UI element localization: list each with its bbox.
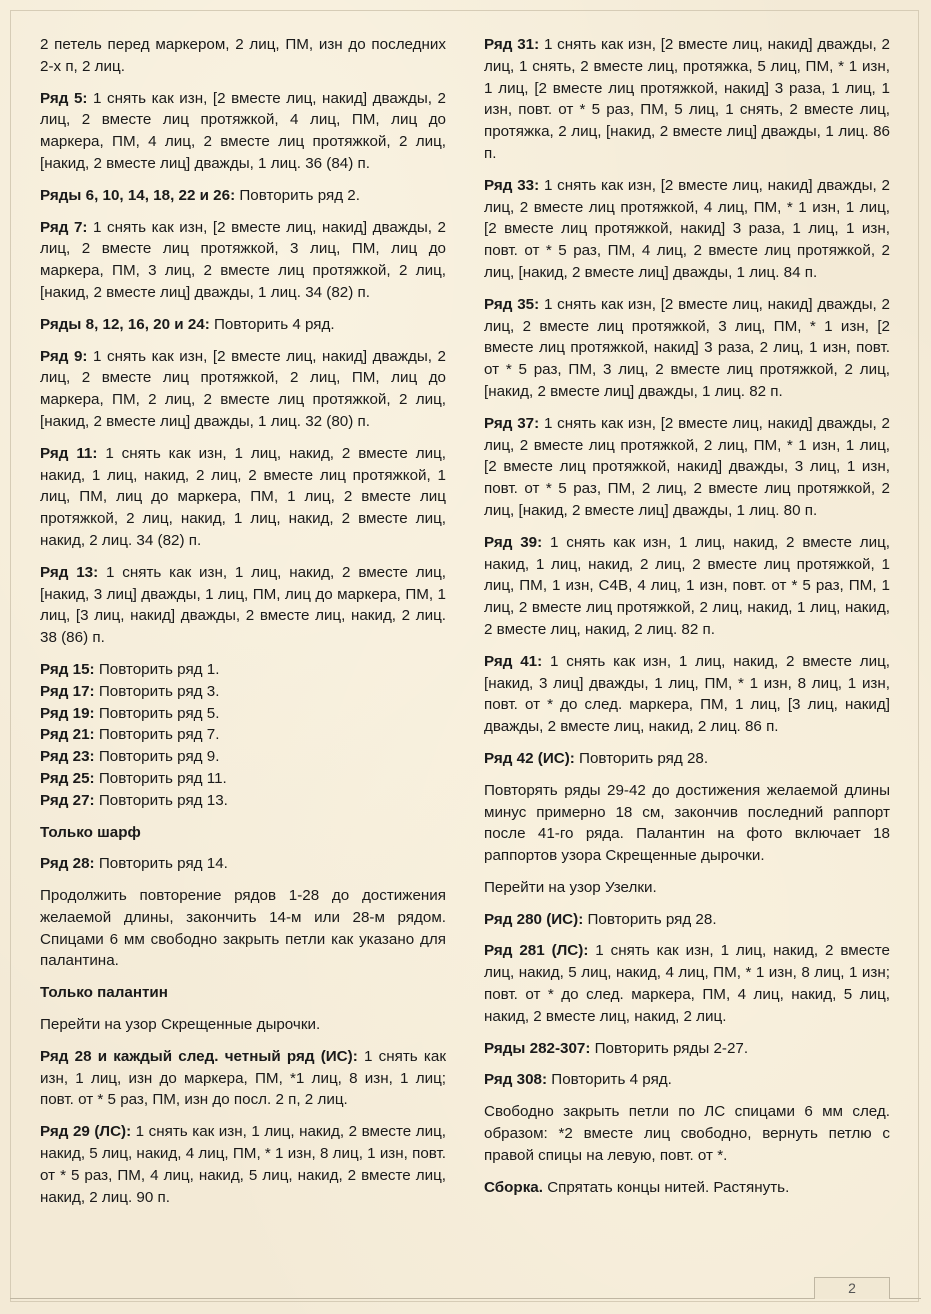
row-text: 1 снять как изн, [2 вместе лиц, накид] дважды, 2 лиц, 2 вместе лиц протяжкой, 2 лиц, ПМ, * 1 изн, 1 лиц, [2 вместе лиц протяжкой, накид] дважды, 3 лиц, 1 изн, повт. от * 5 раз, ПМ, 2 лиц, 2 вместе лиц протяжкой, 2 лиц, [накид, 2 вместе лиц] дважды, 1 лиц. 80 п. xyxy=(484,414,891,519)
row-25 xyxy=(40,768,446,790)
row-text: 1 снять как изн, 1 лиц, накид, 2 вместе лиц, накид, 5 лиц, накид, 4 лиц, ПМ, * 1 изн, 8 лиц, 1 изн, повт. от * 5 раз, ПМ, 4 лиц, накид, 5 лиц, накид, 2 вместе лиц, накид, 2 лиц. 90 п. xyxy=(40,1123,447,1206)
row-label: Ряд 41: xyxy=(484,652,543,670)
row-41 xyxy=(484,651,890,738)
footer-divider xyxy=(10,1298,921,1299)
row-text: 1 снять как изн, [2 вместе лиц, накид] дважды, 2 лиц, 2 вместе лиц протяжкой, 4 лиц, ПМ, * 1 изн, 1 лиц, [2 вместе лиц протяжкой, накид] 3 раза, 1 лиц, 1 изн, повт. от * 5 раз, ПМ, 4 лиц, 2 вместе лиц протяжкой, 2 лиц, [накид, 2 вместе лиц] дважды, 1 лиц. 84 п. xyxy=(484,176,891,281)
row-text: Повторить ряд 9. xyxy=(94,748,220,766)
row-5 xyxy=(40,88,446,175)
row-text: Повторить ряд 3. xyxy=(94,682,220,700)
row-21 xyxy=(40,724,446,746)
row-281 xyxy=(484,940,890,1027)
row-280 xyxy=(484,909,890,931)
row-label: Ряд 33: xyxy=(484,176,540,194)
assembly xyxy=(484,1177,890,1199)
paragraph: Перейти на узор Узелки. xyxy=(484,878,657,896)
row-7 xyxy=(40,217,446,304)
row-label: Ряд 11: xyxy=(40,444,98,462)
row-text: 1 снять как изн, [2 вместе лиц, накид] дважды, 2 лиц, 2 вместе лиц протяжкой, 3 лиц, ПМ, * 1 изн, [2 вместе лиц протяжкой, накид] 3 раза, 2 лиц, 1 изн, повт. от * 5 раз, ПМ, 3 лиц, 2 вместе лиц протяжкой, 2 лиц, [накид, 2 вместе лиц] дважды, 1 лиц. 82 п. xyxy=(484,295,891,400)
row-label: Ряд 19: xyxy=(40,704,95,722)
paragraph: 2 петель перед маркером, 2 лиц, ПМ, изн до последних 2-х п, 2 лиц. xyxy=(40,36,446,75)
row-31 xyxy=(484,34,890,165)
paragraph: Повторять ряды 29-42 до достижения желаемой длины минус примерно 18 см, закончив последний раппорт после 41-го ряда. Палантин на фото включает 18 раппортов узора Скрещенные дырочки. xyxy=(484,781,890,865)
row-text: 1 снять как изн, 1 лиц, накид, 2 вместе лиц, [накид, 3 лиц] дважды, 1 лиц, ПМ, лиц до маркера, ПМ, 1 лиц, [3 лиц, накид] дважды, 2 вместе лиц, накид, 2 лиц. 38 (86) п. xyxy=(40,563,446,647)
row-text: Повторить ряд 2. xyxy=(235,186,360,204)
row-text: 1 снять как изн, [2 вместе лиц, накид] дважды, 2 лиц, 2 вместе лиц протяжкой, 2 лиц, ПМ, лиц до маркера, ПМ, 2 лиц, 2 вместе лиц протяжкой, 2 лиц, [накид, 2 вместе лиц] дважды, 1 лиц. 32 (80) п. xyxy=(40,347,446,430)
row-label: Ряд 13: xyxy=(40,563,99,581)
section-heading-stole: Только палантин xyxy=(40,984,168,1002)
paragraph: Свободно закрыть петли по ЛС спицами 6 мм след. образом: *2 вместе лиц свободно, вернуть петлю с правой спицы на левую, повт. от *. xyxy=(484,1103,890,1164)
row-label: Ряд 280 (ИС): xyxy=(484,910,584,928)
row-text: Повторить ряд 5. xyxy=(94,704,220,722)
row-text: Повторить ряд 28. xyxy=(574,749,709,767)
row-label: Ряд 31: xyxy=(484,36,540,53)
row-text: Повторить ряд 11. xyxy=(94,769,227,787)
row-text: 1 снять как изн, 1 лиц, накид, 2 вместе лиц, накид, 5 лиц, накид, 4 лиц, ПМ, * 1 изн, 8 лиц, 1 изн; повт. от * до след. маркера, ПМ, 4 лиц, накид, 5 лиц, накид, 2 вместе лиц, накид, 2 лиц. xyxy=(484,942,890,1025)
rows-8-24 xyxy=(40,314,446,336)
paragraph: Продолжить повторение рядов 1-28 до достижения желаемой длины, закончить 14-м или 28-м рядом. Спицами 6 мм свободно закрыть петли как указано для палантина. xyxy=(40,887,446,970)
row-19 xyxy=(40,703,446,725)
row-label: Ряд 17: xyxy=(40,682,95,700)
row-13 xyxy=(40,562,446,649)
row-text: 1 снять как изн, 1 лиц, накид, 2 вместе лиц, [накид, 3 лиц] дважды, 1 лиц, ПМ, * 1 изн, 8 лиц, 1 изн, повт. от * до след. маркера, ПМ, 1 лиц, [3 лиц, накид] дважды, 2 вместе лиц, накид, 2 лиц. 86 п. xyxy=(484,652,890,736)
row-label: Ряд 21: xyxy=(40,726,95,744)
row-308 xyxy=(484,1069,890,1091)
section-heading-scarf: Только шарф xyxy=(40,823,141,841)
row-label: Ряд 9: xyxy=(40,347,88,365)
row-9 xyxy=(40,346,446,433)
row-label: Ряд 27: xyxy=(40,791,95,809)
row-15 xyxy=(40,659,446,681)
rows-282-307 xyxy=(484,1038,890,1060)
page-number-tab xyxy=(814,1277,890,1299)
row-text: Повторить ряд 28. xyxy=(583,910,717,928)
row-label: Ряд 15: xyxy=(40,660,95,678)
row-17 xyxy=(40,681,446,703)
row-11 xyxy=(40,443,446,552)
row-23 xyxy=(40,746,446,768)
row-text: Повторить 4 ряд. xyxy=(547,1071,672,1089)
row-text: Повторить ряд 7. xyxy=(94,726,220,744)
row-text: 1 снять как изн, 1 лиц, накид, 2 вместе лиц, накид, 1 лиц, накид, 2 лиц, 2 вместе лиц протяжкой, 1 лиц, ПМ, 1 изн, С4В, 4 лиц, 1 изн, повт. от * 5 раз, ПМ, 1 лиц, 2 вместе лиц протяжкой, 2 лиц, накид, 1 лиц, накид, 2 вместе лиц, накид, 2 лиц. 82 п. xyxy=(484,533,890,638)
row-text: Повторить ряд 1. xyxy=(94,660,220,678)
row-label: Ряд 35: xyxy=(484,295,540,313)
row-label: Ряд 42 (ИС): xyxy=(484,749,575,767)
row-39 xyxy=(484,532,890,641)
row-label: Сборка. xyxy=(484,1178,543,1196)
row-42 xyxy=(484,748,890,770)
row-label: Ряд 39: xyxy=(484,533,543,551)
row-text: Повторить ряд 14. xyxy=(94,855,228,873)
row-text: Повторить 4 ряд. xyxy=(209,315,335,333)
left-column xyxy=(40,34,446,1218)
row-label: Ряд 281 (ЛС): xyxy=(484,942,589,960)
row-label: Ряд 7: xyxy=(40,218,88,236)
row-text: Спрятать концы нитей. Растянуть. xyxy=(542,1178,790,1196)
row-text: Повторить ряд 13. xyxy=(94,791,228,809)
row-28-even xyxy=(40,1046,446,1111)
row-27 xyxy=(40,790,446,812)
rows-6-26 xyxy=(40,185,446,207)
page-number: 2 xyxy=(848,1280,856,1296)
row-text: 1 снять как изн, 1 лиц, изн до маркера, ПМ, *1 лиц, 8 изн, 1 лиц; повт. от * 5 раз, ПМ, изн до посл. 2 п, 2 лиц. xyxy=(40,1047,447,1109)
row-text: 1 снять как изн, [2 вместе лиц, накид] дважды, 2 лиц, 2 вместе лиц протяжкой, 3 лиц, ПМ, лиц до маркера, ПМ, 3 лиц, 2 вместе лиц протяжкой, 2 лиц, [накид, 2 вместе лиц] дважды, 1 лиц. 34 (82) п. xyxy=(40,218,446,301)
paragraph: Перейти на узор Скрещенные дырочки. xyxy=(40,1016,321,1034)
row-label: Ряды 6, 10, 14, 18, 22 и 26: xyxy=(40,186,236,204)
row-text: 1 снять как изн, [2 вместе лиц, накид] дважды, 2 лиц, 1 снять, 2 вместе лиц, протяжка, 5 лиц, ПМ, * 1 изн, 1 лиц, [2 вместе лиц протяжкой, накид] 3 раза, 1 лиц, 1 изн, повт. от * 5 раз, ПМ, 5 лиц, 1 снять, 2 вместе лиц, протяжка, 2 лиц, [накид, 2 вместе лиц] дважды, 1 лиц. 86 п. xyxy=(484,36,891,162)
row-text: 1 снять как изн, 1 лиц, накид, 2 вместе лиц, накид, 1 лиц, накид, 2 лиц, 2 вместе лиц протяжкой, 1 лиц, ПМ, лиц до маркера, ПМ, 1 лиц, 2 вместе лиц протяжкой, 2 лиц, накид, 1 лиц, накид, 2 вместе лиц, накид, 2 лиц. 34 (82) п. xyxy=(40,444,446,549)
row-label: Ряд 37: xyxy=(484,414,540,432)
row-label: Ряд 23: xyxy=(40,748,95,766)
row-label: Ряд 308: xyxy=(484,1071,548,1089)
row-35 xyxy=(484,294,890,403)
row-28-scarf xyxy=(40,853,446,875)
row-label: Ряд 25: xyxy=(40,769,95,787)
row-label: Ряды 8, 12, 16, 20 и 24: xyxy=(40,315,210,333)
row-label: Ряды 282-307: xyxy=(484,1039,591,1057)
row-37 xyxy=(484,413,890,522)
row-label: Ряд 29 (ЛС): xyxy=(40,1123,132,1141)
row-text: 1 снять как изн, [2 вместе лиц, накид] дважды, 2 лиц, 2 вместе лиц протяжкой, 4 лиц, ПМ, лиц до маркера, ПМ, 4 лиц, 2 вместе лиц протяжкой, 2 лиц, [накид, 2 вместе лиц] дважды, 1 лиц. 36 (84) п. xyxy=(40,89,446,172)
row-label: Ряд 28 и каждый след. четный ряд (ИС): xyxy=(40,1047,358,1065)
right-column xyxy=(484,34,890,1208)
row-label: Ряд 5: xyxy=(40,89,88,107)
row-33 xyxy=(484,175,890,284)
row-29 xyxy=(40,1121,446,1208)
row-label: Ряд 28: xyxy=(40,855,95,873)
row-text: Повторить ряды 2-27. xyxy=(590,1039,749,1057)
